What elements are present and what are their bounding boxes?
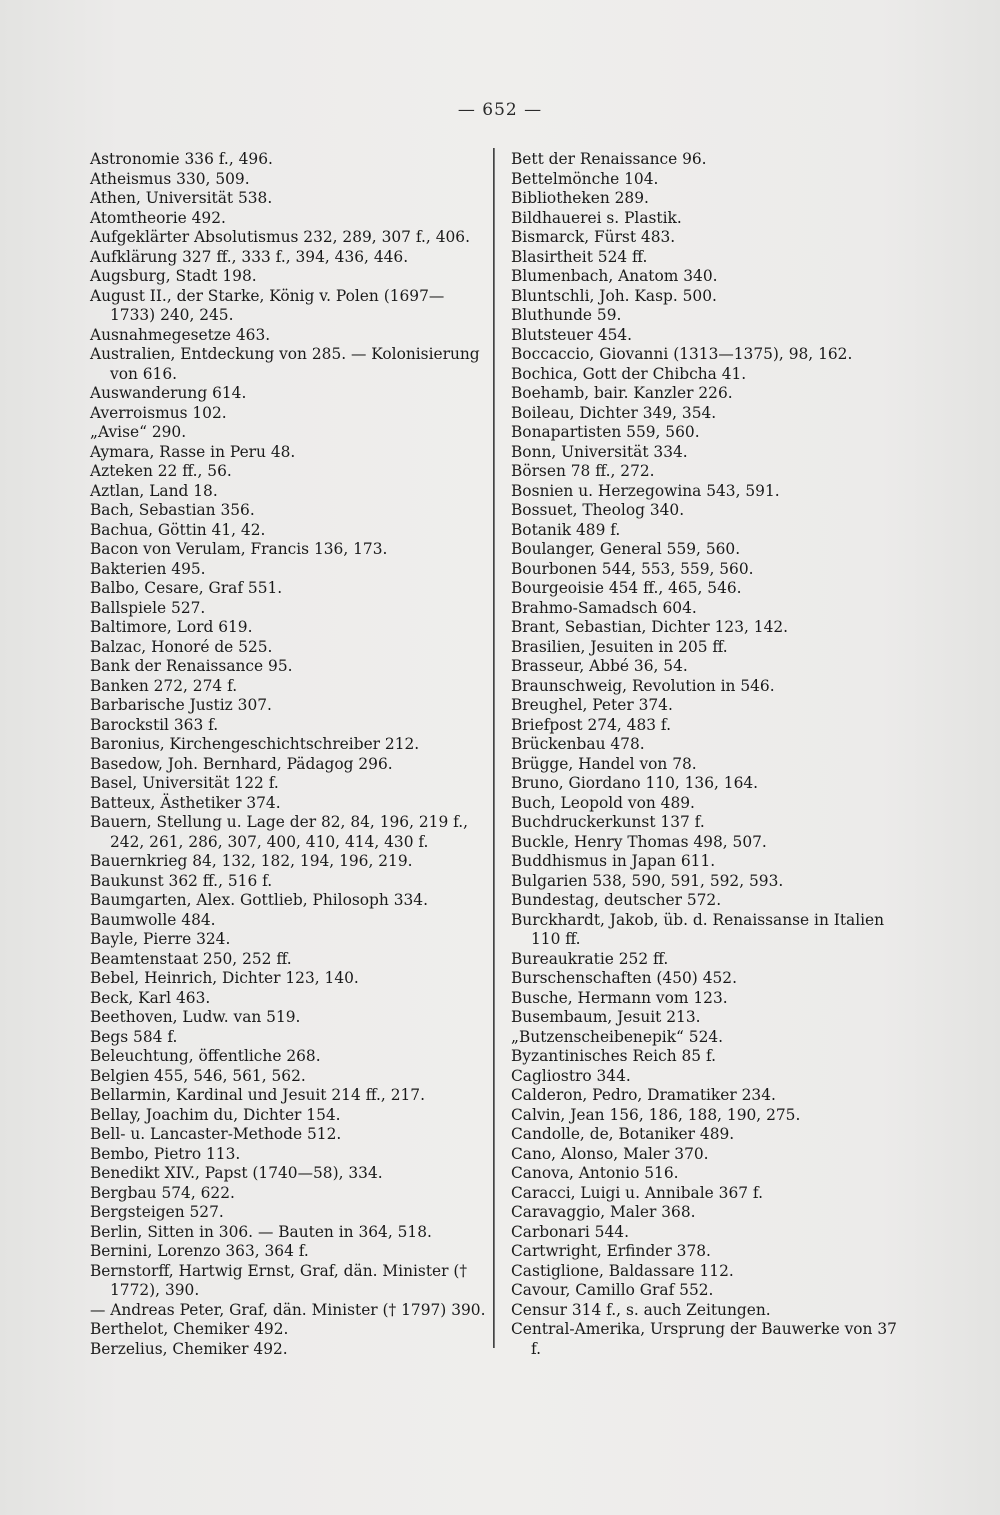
index-entry: Busche, Hermann vom 123.: [511, 988, 728, 1007]
index-entry: Astronomie 336 f., 496.: [90, 150, 273, 168]
index-entry: Boccaccio, Giovanni (1313—1375), 98, 162.: [511, 345, 853, 363]
page-number: — 652 —: [457, 100, 543, 120]
index-entry: Bauern, Stellung u. Lage der 82, 84, 196, 219 f., 242, 261, 286, 307, 400, 410, 414, 430 f.: [90, 813, 469, 851]
index-entry: Benedikt XIV., Papst (1740—58), 334.: [90, 1164, 383, 1182]
index-entry: Bluthunde 59.: [511, 306, 622, 324]
index-entry: Bernstorff, Hartwig Ernst, Graf, dän. Minister († 1772), 390.: [90, 1261, 468, 1299]
index-entry: Bureaukratie 252 ff.: [511, 949, 669, 968]
index-entry: Berthelot, Chemiker 492.: [90, 1320, 289, 1338]
index-entry: Blasirtheit 524 ff.: [511, 247, 648, 266]
index-entry: Bulgarien 538, 590, 591, 592, 593.: [511, 871, 784, 890]
index-entry: Berlin, Sitten in 306. — Bauten in 364, 518.: [90, 1222, 432, 1241]
index-entry: Baronius, Kirchengeschichtschreiber 212.: [90, 735, 420, 753]
index-entry: Beleuchtung, öffentliche 268.: [90, 1047, 321, 1065]
index-entry: Bell- u. Lancaster-Methode 512.: [90, 1125, 342, 1143]
index-entry: Atheismus 330, 509.: [90, 169, 250, 188]
index-entry: Bochica, Gott der Chibcha 41.: [511, 364, 747, 383]
index-entry: Byzantinisches Reich 85 f.: [511, 1047, 717, 1065]
index-entry: Balzac, Honoré de 525.: [90, 637, 273, 656]
index-entry: Canova, Antonio 516.: [511, 1164, 679, 1182]
index-entry: Bettelmönche 104.: [511, 169, 659, 188]
index-entry: Busembaum, Jesuit 213.: [511, 1008, 701, 1026]
index-entry: Aztlan, Land 18.: [90, 481, 218, 500]
index-entry: Batteux, Ästhetiker 374.: [90, 793, 281, 812]
index-entry: Brügge, Handel von 78.: [511, 754, 697, 773]
index-entry: Bildhauerei s. Plastik.: [511, 208, 682, 227]
index-entry: Buchdruckerkunst 137 f.: [511, 813, 705, 831]
index-entry: „Avise“ 290.: [90, 423, 187, 441]
index-entry: Belgien 455, 546, 561, 562.: [90, 1066, 306, 1085]
index-entry: Ausnahmegesetze 463.: [90, 325, 271, 344]
index-entry: Brasseur, Abbé 36, 54.: [511, 657, 688, 675]
index-entry: Bebel, Heinrich, Dichter 123, 140.: [90, 969, 359, 987]
index-entry: Buddhismus in Japan 611.: [511, 852, 716, 870]
index-entry: Boileau, Dichter 349, 354.: [511, 403, 717, 422]
index-entry: Carbonari 544.: [511, 1222, 629, 1241]
index-entry: Bauernkrieg 84, 132, 182, 194, 196, 219.: [90, 852, 413, 870]
index-entry: Central-Amerika, Ursprung der Bauwerke von 37 f.: [511, 1320, 897, 1358]
index-entry: Athen, Universität 538.: [90, 189, 273, 207]
index-entry: Bismarck, Fürst 483.: [511, 228, 676, 246]
index-entry: Bembo, Pietro 113.: [90, 1144, 241, 1163]
index-entry: Barbarische Justiz 307.: [90, 696, 272, 714]
index-entry: „Butzenscheibenepik“ 524.: [511, 1027, 724, 1046]
index-entry: Auswanderung 614.: [90, 384, 247, 402]
index-entry: Beck, Karl 463.: [90, 988, 211, 1007]
index-entry: Bernini, Lorenzo 363, 364 f.: [90, 1242, 309, 1260]
index-entry: Cartwright, Erfinder 378.: [511, 1242, 711, 1260]
index-entry: Calderon, Pedro, Dramatiker 234.: [511, 1086, 776, 1104]
index-entry: Breughel, Peter 374.: [511, 696, 673, 714]
index-entry: Bakterien 495.: [90, 559, 206, 578]
index-entry: Bergsteigen 527.: [90, 1203, 224, 1221]
index-entry: Caravaggio, Maler 368.: [511, 1203, 696, 1221]
index-entry: Bourgeoisie 454 ff., 465, 546.: [511, 579, 742, 597]
index-entry: Brant, Sebastian, Dichter 123, 142.: [511, 618, 789, 636]
index-entry: Censur 314 f., s. auch Zeitungen.: [511, 1300, 771, 1319]
column-divider: [493, 148, 495, 1348]
index-entry: Balbo, Cesare, Graf 551.: [90, 579, 283, 597]
index-entry: Bett der Renaissance 96.: [511, 150, 707, 168]
index-entry: Basedow, Joh. Bernhard, Pädagog 296.: [90, 754, 393, 773]
index-entry: Bayle, Pierre 324.: [90, 930, 231, 948]
index-entry: Bonapartisten 559, 560.: [511, 423, 700, 441]
index-entry: Bourbonen 544, 553, 559, 560.: [511, 559, 754, 578]
index-entry: Candolle, de, Botaniker 489.: [511, 1125, 735, 1143]
index-entry: Brahmo-Samadsch 604.: [511, 598, 697, 617]
index-entry: Bosnien u. Herzegowina 543, 591.: [511, 481, 780, 500]
index-entry: Augsburg, Stadt 198.: [90, 267, 257, 285]
index-entry: Bibliotheken 289.: [511, 189, 649, 207]
index-entry: Blumenbach, Anatom 340.: [511, 267, 718, 285]
index-entry: Castiglione, Baldassare 112.: [511, 1261, 734, 1280]
index-entry: Cavour, Camillo Graf 552.: [511, 1281, 714, 1299]
index-entry: Bluntschli, Joh. Kasp. 500.: [511, 286, 717, 305]
index-entry: Buch, Leopold von 489.: [511, 793, 695, 812]
index-entry: — Andreas Peter, Graf, dän. Minister († 1797) 390.: [90, 1300, 486, 1319]
index-entry: Cano, Alonso, Maler 370.: [511, 1144, 709, 1163]
index-entry: Berzelius, Chemiker 492.: [90, 1339, 288, 1358]
index-column-left: [90, 150, 488, 1359]
index-entry: Basel, Universität 122 f.: [90, 774, 279, 792]
index-entry: Caracci, Luigi u. Annibale 367 f.: [511, 1183, 763, 1202]
index-entry: Bach, Sebastian 356.: [90, 501, 255, 519]
index-entry: Brasilien, Jesuiten in 205 ff.: [511, 637, 728, 656]
index-entry: Blutsteuer 454.: [511, 325, 633, 344]
index-entry: Brückenbau 478.: [511, 735, 645, 753]
index-entry: Aymara, Rasse in Peru 48.: [90, 442, 296, 461]
index-entry: Botanik 489 f.: [511, 520, 621, 539]
index-entry: Averroismus 102.: [90, 403, 227, 422]
index-entry: Bacon von Verulam, Francis 136, 173.: [90, 540, 388, 558]
index-entry: August II., der Starke, König v. Polen (1697—1733) 240, 245.: [90, 286, 445, 324]
index-entry: Bachua, Göttin 41, 42.: [90, 520, 266, 539]
index-entry: Braunschweig, Revolution in 546.: [511, 676, 775, 695]
index-entry: Begs 584 f.: [90, 1027, 178, 1046]
index-entry: Boulanger, General 559, 560.: [511, 540, 741, 558]
index-entry: Burckhardt, Jakob, üb. d. Renaissanse in Italien 110 ff.: [511, 910, 885, 948]
index-entry: Bellarmin, Kardinal und Jesuit 214 ff., 217.: [90, 1086, 425, 1104]
index-entry: Atomtheorie 492.: [90, 208, 226, 227]
index-entry: Boehamb, bair. Kanzler 226.: [511, 384, 733, 402]
index-entry: Aufgeklärter Absolutismus 232, 289, 307 f., 406.: [90, 228, 470, 246]
index-entry: Bonn, Universität 334.: [511, 442, 688, 461]
index-column-right: [511, 150, 911, 1359]
index-entry: Australien, Entdeckung von 285. — Kolonisierung von 616.: [90, 345, 480, 383]
index-entry: Baukunst 362 ff., 516 f.: [90, 871, 273, 890]
index-entry: Börsen 78 ff., 272.: [511, 462, 655, 480]
index-entry: Briefpost 274, 483 f.: [511, 715, 671, 734]
index-entry: Aufklärung 327 ff., 333 f., 394, 436, 446.: [90, 247, 409, 266]
index-entry: Baltimore, Lord 619.: [90, 618, 253, 636]
index-entry: Burschenschaften (450) 452.: [511, 969, 737, 987]
index-entry: Beamtenstaat 250, 252 ff.: [90, 949, 292, 968]
index-entry: Azteken 22 ff., 56.: [90, 462, 232, 480]
index-entry: Barockstil 363 f.: [90, 715, 219, 734]
index-entry: Buckle, Henry Thomas 498, 507.: [511, 832, 767, 851]
index-entry: Bergbau 574, 622.: [90, 1183, 235, 1202]
index-entry: Bundestag, deutscher 572.: [511, 891, 722, 909]
index-entry: Banken 272, 274 f.: [90, 676, 238, 695]
index-entry: Baumgarten, Alex. Gottlieb, Philosoph 334.: [90, 891, 428, 909]
index-entry: Baumwolle 484.: [90, 910, 216, 929]
index-entry: Bossuet, Theolog 340.: [511, 501, 685, 519]
index-entry: Calvin, Jean 156, 186, 188, 190, 275.: [511, 1105, 801, 1124]
index-entry: Bruno, Giordano 110, 136, 164.: [511, 774, 759, 792]
index-entry: Bank der Renaissance 95.: [90, 657, 293, 675]
index-entry: Cagliostro 344.: [511, 1066, 631, 1085]
index-entry: Bellay, Joachim du, Dichter 154.: [90, 1105, 341, 1124]
index-entry: Beethoven, Ludw. van 519.: [90, 1008, 301, 1026]
index-entry: Ballspiele 527.: [90, 598, 206, 617]
